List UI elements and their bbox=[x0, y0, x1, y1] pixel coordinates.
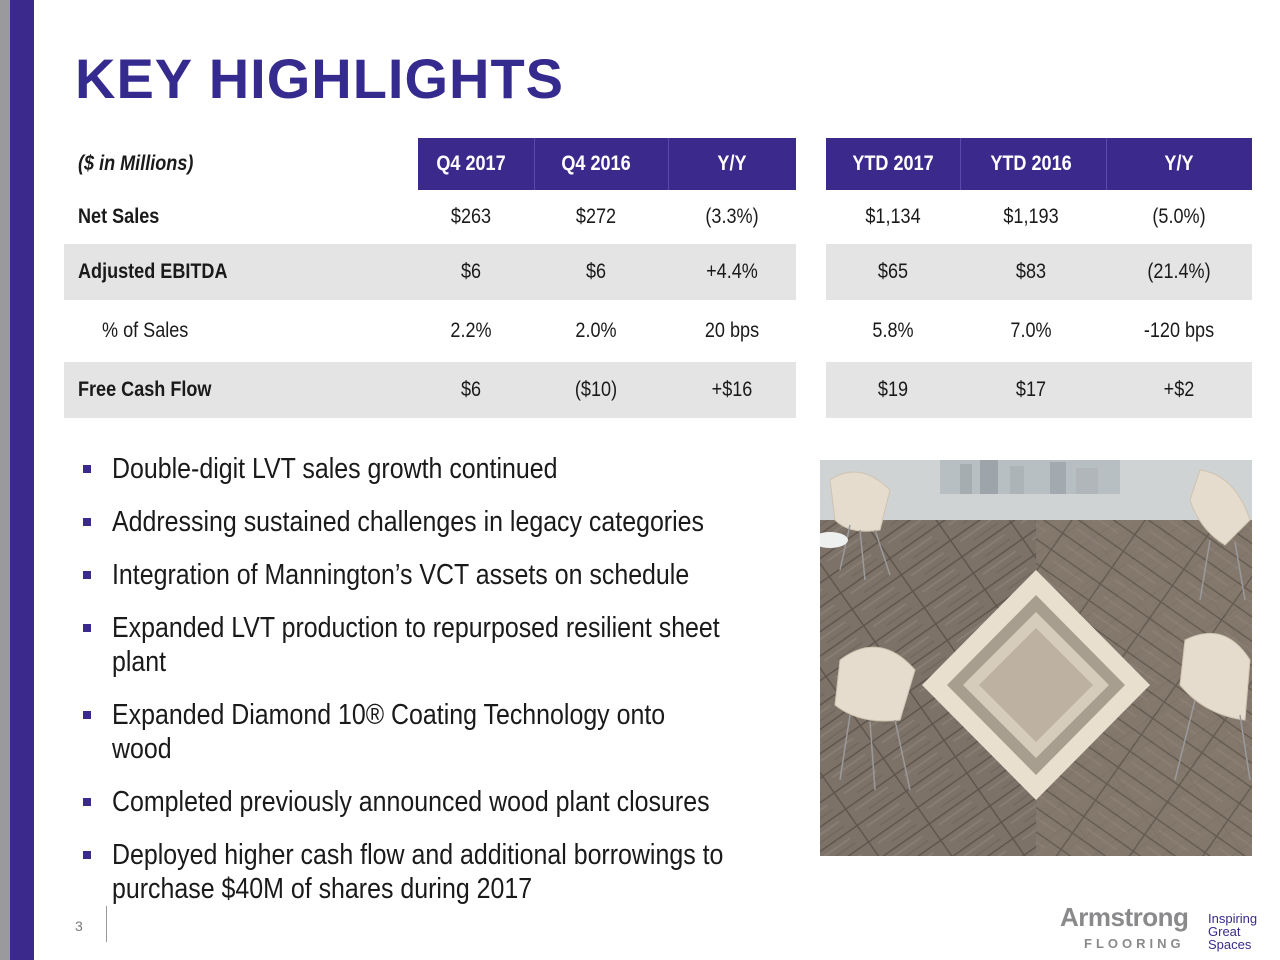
row-label-adjusted-ebitda: Adjusted EBITDA bbox=[78, 260, 228, 283]
col-header-ytd-2016: YTD 2016 bbox=[990, 152, 1072, 175]
bullet-square-icon bbox=[83, 711, 91, 719]
left-gray-bar bbox=[0, 0, 10, 960]
bullet-square-icon bbox=[83, 465, 91, 473]
table-cell: $272 bbox=[575, 205, 617, 228]
col-header-yy-quarter: Y/Y bbox=[717, 152, 747, 175]
slide-title: KEY HIGHLIGHTS bbox=[75, 47, 565, 110]
highlights-list bbox=[78, 452, 798, 925]
table-cell: 20 bps bbox=[704, 319, 760, 342]
table-cell: (21.4%) bbox=[1147, 260, 1211, 283]
table-cell: $6 bbox=[460, 378, 482, 401]
left-purple-bar bbox=[10, 0, 34, 960]
table-cell: $83 bbox=[1015, 260, 1047, 283]
table-cell: $6 bbox=[460, 260, 482, 283]
logo-tagline: Inspiring Great Spaces bbox=[1208, 911, 1258, 952]
row-label-pct-of-sales: % of Sales bbox=[102, 319, 189, 342]
table-cell: (5.0%) bbox=[1152, 205, 1206, 228]
list-item: Expanded LVT production to repurposed resilient sheet plant bbox=[78, 611, 798, 679]
table-cell: +$2 bbox=[1163, 378, 1195, 401]
table-cell: ($10) bbox=[574, 378, 618, 401]
bullet-square-icon bbox=[83, 571, 91, 579]
page-number: 3 bbox=[75, 918, 83, 934]
row-label-free-cash-flow: Free Cash Flow bbox=[78, 378, 212, 401]
bullet-square-icon bbox=[83, 798, 91, 806]
logo-flooring: FLOORING bbox=[1084, 936, 1185, 951]
table-cell: $19 bbox=[877, 378, 909, 401]
table-cell: $65 bbox=[877, 260, 909, 283]
list-item: Addressing sustained challenges in legacy categories bbox=[78, 505, 798, 539]
col-header-ytd-2017: YTD 2017 bbox=[852, 152, 934, 175]
list-item: Deployed higher cash flow and additional borrowings to purchase $40M of shares during 2017 bbox=[78, 838, 798, 906]
col-header-q4-2016: Q4 2016 bbox=[561, 152, 631, 175]
table-cell: $17 bbox=[1015, 378, 1047, 401]
armstrong-flooring-logo bbox=[1058, 904, 1268, 956]
table-cell: (3.3%) bbox=[705, 205, 759, 228]
financial-table bbox=[64, 138, 1252, 418]
table-row bbox=[64, 190, 1252, 244]
table-cell: $1,193 bbox=[1003, 205, 1059, 228]
list-item: Expanded Diamond 10® Coating Technology onto wood bbox=[78, 698, 798, 766]
table-cell: $263 bbox=[450, 205, 492, 228]
col-header-q4-2017: Q4 2017 bbox=[436, 152, 506, 175]
list-item: Completed previously announced wood plant closures bbox=[78, 785, 798, 819]
col-header-yy-ytd: Y/Y bbox=[1164, 152, 1194, 175]
table-row bbox=[64, 300, 1252, 362]
logo-wordmark: Armstrong bbox=[1060, 902, 1189, 932]
table-cell: 2.2% bbox=[450, 319, 492, 342]
table-cell: 7.0% bbox=[1010, 319, 1052, 342]
table-cell: -120 bps bbox=[1143, 319, 1215, 342]
bullet-square-icon bbox=[83, 851, 91, 859]
table-row bbox=[64, 362, 1252, 418]
table-header-row bbox=[64, 138, 1252, 190]
list-item: Integration of Mannington’s VCT assets on schedule bbox=[78, 558, 798, 592]
table-row bbox=[64, 244, 1252, 300]
bullet-square-icon bbox=[83, 624, 91, 632]
unit-label: ($ in Millions) bbox=[78, 152, 194, 175]
table-cell: +$16 bbox=[711, 378, 753, 401]
table-cell: 2.0% bbox=[575, 319, 617, 342]
table-cell: 5.8% bbox=[872, 319, 914, 342]
table-cell: +4.4% bbox=[706, 260, 758, 283]
footer-divider bbox=[106, 906, 107, 942]
bullet-square-icon bbox=[83, 518, 91, 526]
flooring-photo bbox=[820, 460, 1252, 856]
table-cell: $6 bbox=[585, 260, 607, 283]
list-item: Double-digit LVT sales growth continued bbox=[78, 452, 798, 486]
row-label-net-sales: Net Sales bbox=[78, 205, 160, 228]
table-cell: $1,134 bbox=[865, 205, 921, 228]
